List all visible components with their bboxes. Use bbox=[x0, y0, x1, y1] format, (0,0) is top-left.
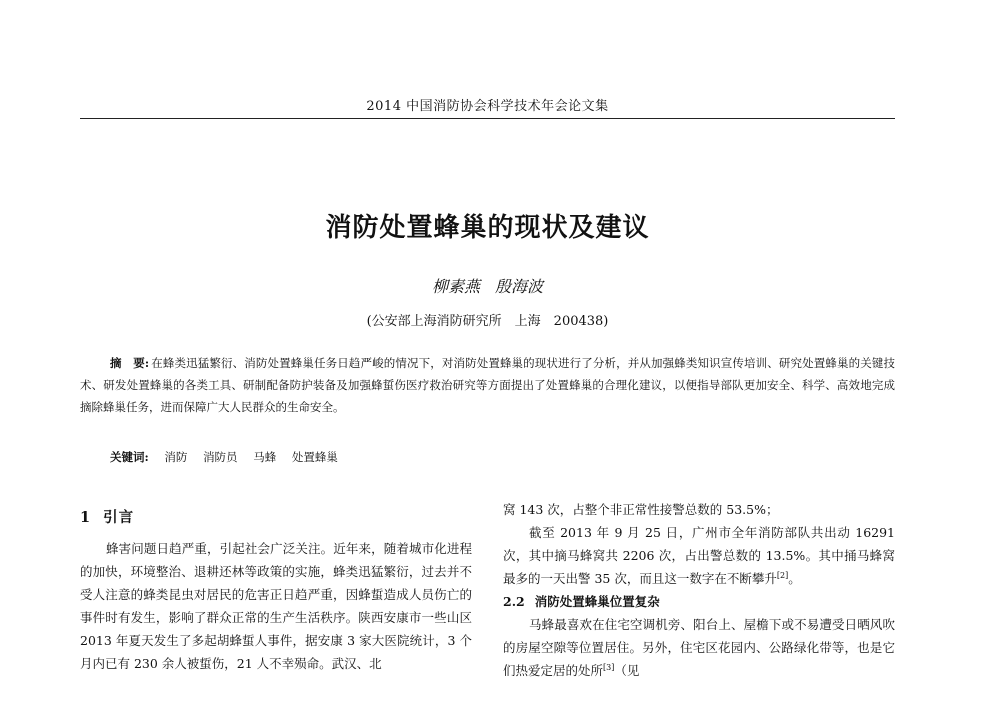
abstract bbox=[80, 352, 895, 418]
citation-ref: [3] bbox=[603, 662, 615, 672]
right-column bbox=[503, 498, 895, 682]
section-number: 1 bbox=[80, 509, 92, 526]
paper-title: 消防处置蜂巢的现状及建议 bbox=[325, 213, 650, 243]
left-column bbox=[80, 498, 472, 675]
author-name: 柳素燕 bbox=[431, 277, 480, 296]
subsection-number: 2.2 bbox=[503, 594, 525, 609]
abstract-text: 在蜂类迅猛繁衍、消防处置蜂巢任务日趋严峻的情况下，对消防处置蜂巢的现状进行了分析，并从加强蜂类知识宣传培训、研究处置蜂巢的关键技术、研发处置蜂巢的各类工具、研制配备防护装备及加强蜂蜇伤医疗救治研究等方面提出了处置蜂巢的合理化建议，以便指导部队更加安全、科学、高效地完成摘除蜂巢任务，进而保障广大人民群众的生命安全。 bbox=[80, 356, 895, 414]
paragraph-end: （见 bbox=[614, 663, 640, 678]
paragraph-end: 。 bbox=[788, 571, 801, 586]
header-rule bbox=[80, 118, 895, 119]
body-paragraph bbox=[503, 613, 895, 682]
keywords-label: 关键词: bbox=[110, 450, 149, 464]
keyword: 消防员 bbox=[203, 450, 238, 464]
section-title: 引言 bbox=[103, 509, 135, 526]
body-paragraph: 蜂害问题日趋严重，引起社会广泛关注。近年来，随着城市化进程的加快，环境整治、退耕还林等政策的实施，蜂类迅猛繁衍，过去并不受人注意的蜂类昆虫对居民的危害正日趋严重，因蜂蜇造成人员伤亡的事件时有发生，影响了群众正常的生产生活秩序。陕西安康市一些山区 2013 年夏天发生了多起胡蜂蜇人事件，据安康 3 家大医院统计，3 个月内已有 230 余人被蜇伤，21 人不幸殒命。武汉、北 bbox=[80, 541, 472, 671]
subsection-title: 消防处置蜂巢位置复杂 bbox=[534, 594, 660, 609]
subsection-heading bbox=[503, 590, 895, 613]
keyword: 消防 bbox=[164, 450, 188, 464]
keyword: 马蜂 bbox=[253, 450, 277, 464]
author-name: 殷海波 bbox=[495, 277, 544, 296]
running-header: 2014 中国消防协会科学技术年会论文集 bbox=[366, 99, 609, 114]
paragraph-text: 马蜂最喜欢在住宅空调机旁、阳台上、屋檐下或不易遭受日晒风吹的房屋空隙等位置居住。另外，住宅区花园内、公路绿化带等，也是它们热爱定居的处所 bbox=[503, 617, 895, 678]
keyword: 处置蜂巢 bbox=[291, 450, 338, 464]
body-paragraph bbox=[503, 521, 895, 590]
citation-ref: [2] bbox=[776, 570, 789, 580]
paragraph-text: 截至 2013 年 9 月 25 日，广州市全年消防部队共出动 16291 次，其中摘马蜂窝共 2206 次，占出警总数的 13.5%。其中捅马蜂窝最多的一天出警 35 次，而且这一数字在不断攀升 bbox=[503, 525, 895, 586]
keywords bbox=[110, 449, 895, 465]
abstract-label: 摘 要: bbox=[110, 356, 150, 370]
author-list bbox=[80, 274, 895, 297]
section-heading bbox=[80, 506, 472, 529]
affiliation: (公安部上海消防研究所 上海 200438) bbox=[366, 314, 609, 329]
body-paragraph-continued: 窝 143 次，占整个非正常性接警总数的 53.5%； bbox=[503, 502, 779, 517]
